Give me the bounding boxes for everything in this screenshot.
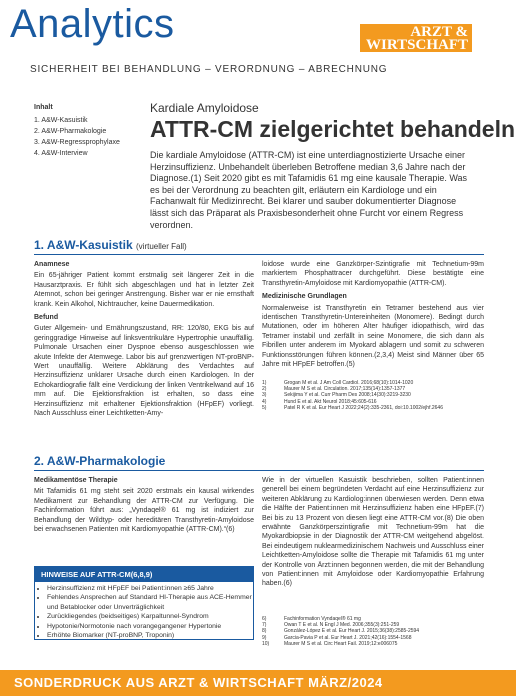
reference-number: 2) bbox=[262, 386, 267, 393]
section-title: 2. A&W-Pharmakologie bbox=[34, 454, 166, 468]
references-list bbox=[262, 616, 484, 647]
section-divider bbox=[34, 470, 484, 471]
reference-number: 9) bbox=[262, 634, 267, 641]
logo-line-2: WIRTSCHAFT bbox=[366, 37, 468, 53]
befund-heading: Befund bbox=[34, 314, 59, 322]
anamnese-text: Ein 65-jähriger Patient kommt erstmalig seit längerer Zeit in die Hausarztpraxis. Er fühlt sich abgeschlagen und hat in letzter Zeit Atemnot, schon bei geringer Anstrengung. Bisher war er nie ernsthaft krank. Kein Alkohol, Nichtraucher, keine Dauermedikation. bbox=[34, 272, 254, 308]
section-heading-kasuistik bbox=[34, 238, 187, 252]
section-heading-pharmakologie bbox=[34, 454, 165, 468]
toc-item[interactable]: 4. A&W-Interview bbox=[34, 150, 88, 157]
list-item: • Herzinsuffizienz mit HFpEF bei Patient:innen ≥65 Jahre bbox=[47, 584, 253, 593]
reference-number: 8) bbox=[262, 628, 267, 635]
section-title: 1. A&W-Kasuistik bbox=[34, 238, 133, 252]
list-item: • Erhöhte Biomarker (NT-proBNP, Troponin) bbox=[47, 631, 253, 640]
table-of-contents bbox=[34, 102, 144, 159]
article-kicker: Kardiale Amyloidose bbox=[150, 101, 259, 115]
reference-number: 10) bbox=[262, 640, 270, 647]
reference-text: Fachinformation Vyndaqel® 61 mg bbox=[284, 616, 361, 622]
pharmakologie-right-column bbox=[262, 476, 484, 593]
reference-number: 1) bbox=[262, 380, 267, 386]
reference-number: 4) bbox=[262, 398, 267, 405]
article-intro: Die kardiale Amyloidose (ATTR-CM) ist eine unterdiagnostizierte Ursache einer Herzinsuffizienz. Unbehandelt überleben Betroffene median 3,6 Jahre nach der Diagnose.(1) Seit 2020 gibt es mit Tafamidis 61 mg eine kausale Therapie. Was es bei der Verordnung zu beachten gilt, erläutern ein Kardiologe und ein Fachanwalt für Medizinrecht. Bei klarer und sauber dokumentierter Diagnose lässt sich das Präparat als Praxisbesonderheit ohne Furcht vor einem Regress verordnen. bbox=[150, 150, 467, 230]
befund-text: Guter Allgemein- und Ernährungszustand, RR: 120/80, EKG bis auf geringgradige Hinweise auf linksventrikuläre Hypertrophie unauffällig. Pulmonale Ursachen einer Dyspnoe ebenso ausgeschlossen wie akute Infekte der Atemwege. Labor bis auf grenzwertigen NT-proBNP-Wert unauffällig. Weitere Abklärung des Verdachtes auf Herzinsuffizienz unklarer Ursache durch einen Kardiologen. In der Echokardiografie fällt eine Verdickung der linken Ventrikelwand auf 16 mm auf. Die Ejektionsfraktion ist erhalten, so dass eine Herzinsuffizienz mit erhaltener Ejektionsfraktion (HFpEF) vorliegt. Nach Ausschluss einer Leichtketten-Amy- bbox=[34, 325, 254, 418]
toc-item[interactable]: 3. A&W-Regressprophylaxe bbox=[34, 139, 120, 146]
page-subtitle: SICHERHEIT BEI BEHANDLUNG – VERORDNUNG – ABRECHNUNG bbox=[30, 64, 388, 75]
reference-text: Owan T E et al. N Engl J Med. 2006;355(3):251-259 bbox=[284, 622, 400, 629]
section-tag: (virtueller Fall) bbox=[136, 242, 187, 251]
hinweise-list bbox=[35, 584, 253, 640]
reference-text: Hund E et al. Akt Neurol 2018;45:605-616 bbox=[284, 398, 377, 405]
list-item: • Fehlendes Ansprechen auf Standard HI-Therapie aus ACE-Hemmer und Betablocker oder Unverträglichkeit bbox=[47, 593, 253, 612]
reference-text: Garcia-Pavia P et al. Eur Heart J. 2021;42(16):1554-1568 bbox=[284, 634, 412, 641]
page-title: Analytics bbox=[10, 2, 175, 46]
reference-text: Grogan M et al. J Am Coll Cardiol. 2016;68(10):1014-1020 bbox=[284, 380, 414, 386]
anamnese-heading: Anamnese bbox=[34, 261, 70, 268]
reference-text: Maurer M S et al. Circulation. 2017;135(14):1357-1377 bbox=[284, 386, 406, 393]
reference-number: 6) bbox=[262, 616, 267, 622]
grundlagen-text: Normalerweise ist Transthyretin ein Tetramer bestehend aus vier identischen Transthyretin-Untereinheiten (Monomere). Bedingt durch Mutationen, oder im höheren Alter häufiger idiopathisch, wird das Tetramer instabil und zerfällt in seine Monomere, die sich dann als Fibrillen unter anderem im Myokard ablagern und somit zu schweren Funktionsstörungen führen können.(2,3,4) Meist sind Männer über 65 Jahre mit HFpEF betroffen.(5) bbox=[262, 304, 484, 369]
hinweise-box bbox=[34, 566, 254, 640]
article-headline: ATTR-CM zielgerichtet behandeln bbox=[150, 116, 516, 142]
reference-text: Maurer M S et al. Circ Heart Fail. 2019;12:e006075 bbox=[284, 640, 398, 647]
toc-item[interactable]: 1. A&W-Kasuistik bbox=[34, 117, 88, 124]
reference-number: 3) bbox=[262, 392, 267, 399]
list-item: • Zurückliegendes (beidseitiges) Karpaltunnel-Syndrom bbox=[47, 612, 253, 621]
grundlagen-heading: Medizinische Grundlagen bbox=[262, 293, 347, 301]
diagnosis-text: loidose wurde eine Ganzkörper-Szintigrafie mit Technetium-99m markiertem Phosphattracer durchgeführt. Diese bestätigte eine Transthyretin-Amyloidose mit Kardiomyopathie (ATTR-CM). bbox=[262, 261, 484, 287]
therapie-text: Mit Tafamidis 61 mg steht seit 2020 erstmals ein kausal wirkendes Medikament zur Behandlung der ATTR-CM zur Verfügung. Die Fachinformation führt aus: „Vyndaqel® 61 mg ist indiziert zur Behandlung der Wildtyp- oder hereditären Transthyretin-Amyloidose bei erwachsenen Patienten mit Kardiomyopathie (ATTR-CM).“(6) bbox=[34, 488, 254, 534]
logo-line-1: ARZT & bbox=[410, 24, 468, 40]
references-list bbox=[262, 380, 484, 411]
reference-text: Sekijima Y et al. Curr Pharm Des 2008;14(30):3219-3230 bbox=[284, 392, 411, 399]
publisher-logo bbox=[360, 24, 472, 52]
reference-text: Patel R K et al. Eur Heart J 2022;24(2):335-2361, doi:10.1002/ejhf.2646 bbox=[284, 404, 443, 411]
kasuistik-right-column bbox=[262, 260, 484, 373]
reference-item bbox=[262, 405, 484, 411]
footer-banner: SONDERDRUCK AUS ARZT & WIRTSCHAFT MÄRZ/2024 bbox=[0, 670, 516, 696]
reference-number: 5) bbox=[262, 404, 267, 411]
reference-number: 7) bbox=[262, 622, 267, 629]
reference-text: González-López E et al. Eur Heart J. 2015;36(38):2585-2594 bbox=[284, 628, 420, 635]
reference-item bbox=[262, 641, 484, 647]
toc-heading: Inhalt bbox=[34, 104, 53, 111]
pharmakologie-text: Wie in der virtuellen Kasuistik beschrieben, sollten Patient:innen generell bei einem begründeten Verdacht auf eine Herzinsuffizienz zur weiteren Abklärung zu Kardiolog:innen überwiesen werden. Denn etwa die Hälfte der Patient:innen mit Herzinsuffizienz haben eine HFpEF.(7) Bei bis zu 13 Prozent von diesen liegt eine ATTR-CM vor.(8) Die oben erwähnte Ganzkörperszintigrafie mit Technetium-99m hat die Myokardbiopsie in der Diagnostik der ATTR-CM weitgehend abgelöst. Bei eindeutigem nuklearmedizinischem Nachweis und Ausschluss einer Leichtketten-Amyloidose sollte die Therapie mit Tafamidis 61 mg unter der Kontrolle von Ärzt:innen begonnen werden, die mit der Behandlung von Patient:innen mit Amyloidose oder Kardiomyopathie Erfahrung haben.(6) bbox=[262, 477, 484, 588]
toc-item[interactable]: 2. A&W-Pharmakologie bbox=[34, 128, 107, 135]
pharmakologie-left-column bbox=[34, 476, 254, 538]
therapie-heading: Medikamentöse Therapie bbox=[34, 477, 118, 484]
hinweise-box-title: HINWEISE AUF ATTR-CM(6,8,9) bbox=[35, 567, 253, 582]
kasuistik-left-column bbox=[34, 260, 254, 423]
list-item: • Hypotonie/Normotonie nach vorangegangener Hypertonie bbox=[47, 622, 253, 631]
section-divider bbox=[34, 254, 484, 255]
